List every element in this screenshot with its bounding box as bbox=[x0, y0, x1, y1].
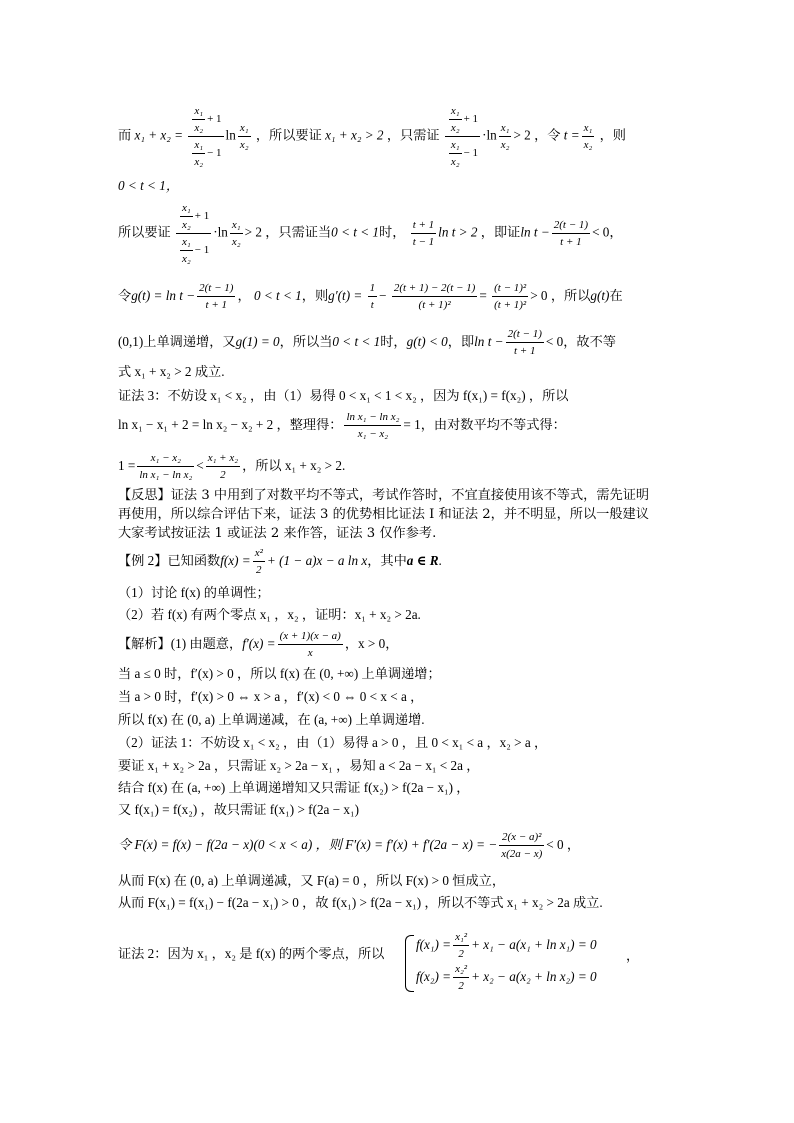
fraction bbox=[453, 929, 469, 962]
math: (t − 1)² bbox=[492, 280, 528, 297]
text: ，所以 x₁ + x₂ > 2. bbox=[242, 458, 346, 473]
text: 在 bbox=[609, 288, 623, 303]
math: < bbox=[196, 458, 204, 473]
text: ，其中 bbox=[367, 553, 407, 568]
text: ，令 bbox=[534, 127, 561, 143]
line-2: 0 < t < 1， bbox=[118, 178, 180, 193]
math: ln bbox=[225, 127, 236, 143]
math: 0 < t < 1 bbox=[331, 224, 380, 240]
math: x₁ + x₂ = bbox=[134, 127, 184, 143]
math: t + 1 bbox=[411, 217, 436, 234]
math: t − 1 bbox=[412, 236, 435, 248]
math: g(t) = ln t − bbox=[131, 288, 196, 303]
math: x₂ bbox=[239, 139, 249, 151]
line-25: 从而 F(x) 在 (0, a) 上单调递减，又 F(a) = 0 ，所以 F(x) > 0 恒成立， bbox=[118, 873, 506, 888]
text: ，只需证 bbox=[386, 127, 440, 143]
system-brace bbox=[405, 935, 414, 992]
line-3 bbox=[118, 200, 678, 265]
fraction bbox=[230, 217, 243, 250]
math: ln x₁ − ln x₂ bbox=[139, 469, 193, 482]
line-12: 大家考试按证法 1 或证法 2 来作答，证法 3 仅作参考. bbox=[118, 526, 437, 541]
math: x₁ + x₂ bbox=[206, 450, 240, 467]
fraction bbox=[411, 217, 436, 250]
math: 0 < t < 1 bbox=[332, 334, 381, 349]
math: ln t − bbox=[474, 334, 504, 349]
line-27: 证法 2：因为 x₁ ，x₂ 是 f(x) 的两个零点，所以 bbox=[118, 946, 385, 961]
math: + (1 − a)x − a ln x bbox=[266, 553, 368, 568]
math: 2 bbox=[220, 469, 226, 482]
line-6: 式 x₁ + x₂ > 2 成立. bbox=[118, 364, 225, 379]
math: f(x) = bbox=[220, 553, 251, 568]
fraction bbox=[137, 450, 194, 483]
math: x₁ bbox=[230, 217, 243, 234]
fraction bbox=[552, 217, 590, 250]
math: 2(t − 1) bbox=[506, 326, 544, 343]
fraction bbox=[238, 120, 251, 153]
math: t + 1 bbox=[513, 345, 536, 358]
math: x₁ + x₂ > 2 bbox=[325, 127, 384, 143]
math: 2(x − a)² bbox=[499, 829, 544, 846]
line-14: （1）讨论 f(x) 的单调性； bbox=[118, 585, 270, 600]
line-1 bbox=[118, 103, 678, 168]
math: 0 < t < 1 bbox=[253, 288, 302, 303]
line-17: 当 a ≤ 0 时，f′(x) > 0 ，所以 f(x) 在 (0, +∞) 上单调递增； bbox=[118, 666, 441, 681]
math: 2 bbox=[458, 980, 464, 993]
math: (t + 1)² bbox=[418, 299, 451, 312]
fraction bbox=[278, 628, 343, 661]
fraction bbox=[582, 120, 595, 153]
math: t bbox=[370, 299, 374, 312]
math: > 0 bbox=[530, 288, 548, 303]
math: + 1 bbox=[194, 210, 210, 223]
math: x₁ bbox=[180, 234, 193, 251]
math: x₁ bbox=[180, 200, 193, 217]
math: x₂ bbox=[450, 122, 460, 134]
text: ，只需证当 bbox=[265, 224, 332, 240]
math: t = bbox=[563, 127, 580, 143]
text: ， bbox=[609, 224, 623, 240]
line-20: （2）证法 1：不妨设 x₁ < x₂ ，由（1）易得 a > 0 ，且 0 < x₁ < a ，x₂ > a ， bbox=[118, 735, 548, 750]
math: − 1 bbox=[207, 147, 222, 160]
text: ，由对数平均不等式得： bbox=[420, 417, 566, 432]
fraction bbox=[197, 280, 235, 313]
math: + 1 bbox=[207, 113, 222, 126]
text: ，即 bbox=[447, 334, 475, 349]
fraction bbox=[445, 103, 480, 170]
math: > 2 bbox=[244, 224, 262, 240]
math: x₂² bbox=[453, 961, 469, 978]
fraction bbox=[188, 103, 223, 170]
text: . bbox=[438, 553, 442, 568]
text: 上单调递增，又 bbox=[143, 334, 236, 349]
fraction bbox=[492, 280, 528, 313]
fraction bbox=[344, 409, 401, 442]
math: 2(t − 1) bbox=[552, 217, 590, 234]
math: f(x₁) = bbox=[416, 937, 452, 952]
math: t + 1 bbox=[205, 299, 228, 312]
math: − 1 bbox=[463, 147, 479, 160]
text: ，所以 bbox=[550, 288, 591, 303]
math: x₁ bbox=[238, 120, 251, 137]
math: f′(x) = bbox=[242, 636, 276, 651]
line-10: 【反思】证法 3 中用到了对数平均不等式，考试作答时，不宜直接使用该不等式，需先证明 bbox=[118, 488, 650, 503]
math: x₂ bbox=[194, 156, 204, 168]
math: x₁ bbox=[499, 120, 512, 137]
math: x(2a − x) bbox=[501, 848, 543, 861]
fraction bbox=[392, 280, 478, 313]
text: 【例 2】已知函数 bbox=[118, 553, 221, 568]
text: ，则 bbox=[599, 127, 626, 143]
text: 令 F(x) = f(x) − f(2a − x)(0 < x < a) ，则 F′(x) = f′(x) + f′(2a − x) = − bbox=[118, 837, 498, 852]
comma: ， bbox=[626, 948, 640, 963]
math: ln t − bbox=[520, 224, 550, 240]
line-18: 当 a > 0 时，f′(x) > 0 ⇔ x > a ，f′(x) < 0 ⇔ 0 < x < a ， bbox=[118, 689, 424, 704]
math: g′(t) = bbox=[328, 288, 363, 303]
math: + x₂ − a(x₂ + ln x₂) = 0 bbox=[471, 969, 597, 984]
math: f(x₂) = bbox=[416, 969, 452, 984]
math: x₂ bbox=[583, 139, 593, 151]
line-11: 再使用，所以综合评估下来，证法 3 的优势相比证法 I 和证法 2，并不明显，所以一般建议 bbox=[118, 507, 649, 522]
text: 1 = bbox=[118, 458, 136, 473]
math: x₂ bbox=[450, 156, 460, 168]
text: 令 bbox=[118, 288, 132, 303]
math: x bbox=[307, 647, 313, 660]
text: < 0 ， bbox=[546, 837, 581, 852]
text: 而 bbox=[118, 127, 132, 143]
math: > 2 bbox=[513, 127, 531, 143]
math: ·ln bbox=[482, 127, 497, 143]
math: 2 bbox=[256, 564, 262, 577]
fraction bbox=[499, 829, 544, 862]
math: a ∈ R bbox=[406, 553, 439, 568]
line-24 bbox=[118, 825, 678, 865]
math: x₂ bbox=[231, 236, 241, 248]
system-eq-2 bbox=[416, 960, 666, 994]
math: g(t) < 0 bbox=[406, 334, 448, 349]
math: = bbox=[479, 288, 487, 303]
fraction bbox=[253, 545, 265, 578]
math: x₁ bbox=[192, 137, 205, 154]
math: 1 bbox=[368, 280, 378, 297]
math: + 1 bbox=[463, 113, 479, 126]
math: x² bbox=[253, 545, 265, 562]
fraction bbox=[176, 200, 211, 267]
math: g(1) = 0 bbox=[235, 334, 280, 349]
math: 2(t − 1) bbox=[197, 280, 235, 297]
line-5 bbox=[118, 322, 678, 362]
line-16 bbox=[118, 624, 678, 664]
line-23: 又 f(x₁) = f(x₂) ，故只需证 f(x₁) > f(2a − x₁) bbox=[118, 802, 360, 817]
text: ，则 bbox=[301, 288, 329, 303]
math: ln x₁ − ln x₂ bbox=[344, 409, 401, 426]
math: x₂ bbox=[500, 139, 510, 151]
math: (0,1) bbox=[118, 334, 144, 349]
text: ln x₁ − x₁ + 2 = ln x₂ − x₂ + 2 ，整理得： bbox=[118, 417, 343, 432]
math: x₂ bbox=[194, 122, 204, 134]
fraction bbox=[206, 450, 240, 483]
math: = 1 bbox=[403, 417, 421, 432]
math: x₁ bbox=[449, 137, 462, 154]
math: x₁ bbox=[192, 103, 205, 120]
line-21: 要证 x₁ + x₂ > 2a ，只需证 x₂ > 2a − x₁ ，易知 a < 2a − x₁ < 2a ， bbox=[118, 758, 480, 773]
line-8 bbox=[118, 405, 678, 445]
text: ，x > 0， bbox=[344, 636, 399, 651]
text: ， bbox=[237, 288, 251, 303]
math: t + 1 bbox=[560, 236, 582, 248]
text: 所以要证 bbox=[118, 224, 171, 240]
line-22: 结合 f(x) 在 (a, +∞) 上单调递增知又只需证 f(x₂) > f(2a − x₁) ， bbox=[118, 780, 470, 795]
text: 【解析】(1) 由题意， bbox=[118, 636, 243, 651]
line-26: 从而 F(x₁) = f(x₁) − f(2a − x₁) > 0 ，故 f(x₁) > f(2a − x₁) ，所以不等式 x₁ + x₂ > 2a 成立. bbox=[118, 895, 603, 910]
line-4 bbox=[118, 276, 678, 316]
text: ，即证 bbox=[480, 224, 521, 240]
line-7: 证法 3：不妨设 x₁ < x₂ ，由（1）易得 0 < x₁ < 1 < x₂ ，因为 f(x₁) = f(x₂) ，所以 bbox=[118, 388, 569, 403]
line-19: 所以 f(x) 在 (0, a) 上单调递减，在 (a, +∞) 上单调递增. bbox=[118, 712, 425, 727]
math: (t + 1)² bbox=[494, 299, 527, 312]
fraction bbox=[368, 280, 378, 313]
math: x₂ bbox=[182, 253, 191, 265]
math: x₁ bbox=[449, 103, 462, 120]
text: 时， bbox=[379, 224, 406, 240]
math: − bbox=[379, 288, 387, 303]
math: x₁ bbox=[582, 120, 595, 137]
math: + x₁ − a(x₁ + ln x₁) = 0 bbox=[471, 937, 597, 952]
math: < 0 bbox=[592, 224, 610, 240]
math: x₁ − x₂ bbox=[357, 428, 389, 441]
text: ，所以当 bbox=[279, 334, 333, 349]
math: − 1 bbox=[194, 244, 210, 257]
math: x₂ bbox=[182, 219, 191, 231]
math: < 0 bbox=[545, 334, 564, 349]
math: (x + 1)(x − a) bbox=[278, 628, 343, 645]
math: 2(t + 1) − 2(t − 1) bbox=[392, 280, 478, 297]
fraction bbox=[453, 961, 469, 994]
math: ln t > 2 bbox=[438, 224, 478, 240]
line-15: （2）若 f(x) 有两个零点 x₁ ，x₂ ，证明：x₁ + x₂ > 2a. bbox=[118, 607, 421, 622]
fraction bbox=[506, 326, 544, 359]
math: g(t) bbox=[590, 288, 610, 303]
math: x₁ − x₂ bbox=[137, 450, 194, 467]
fraction bbox=[499, 120, 512, 153]
text: 时， bbox=[380, 334, 407, 349]
math: 2 bbox=[458, 948, 464, 961]
line-9 bbox=[118, 446, 678, 486]
line-13 bbox=[118, 541, 678, 581]
math: x₁² bbox=[453, 929, 469, 946]
math: ·ln bbox=[213, 224, 228, 240]
text: ，故不等 bbox=[563, 334, 616, 349]
text: ，所以要证 bbox=[255, 127, 322, 143]
